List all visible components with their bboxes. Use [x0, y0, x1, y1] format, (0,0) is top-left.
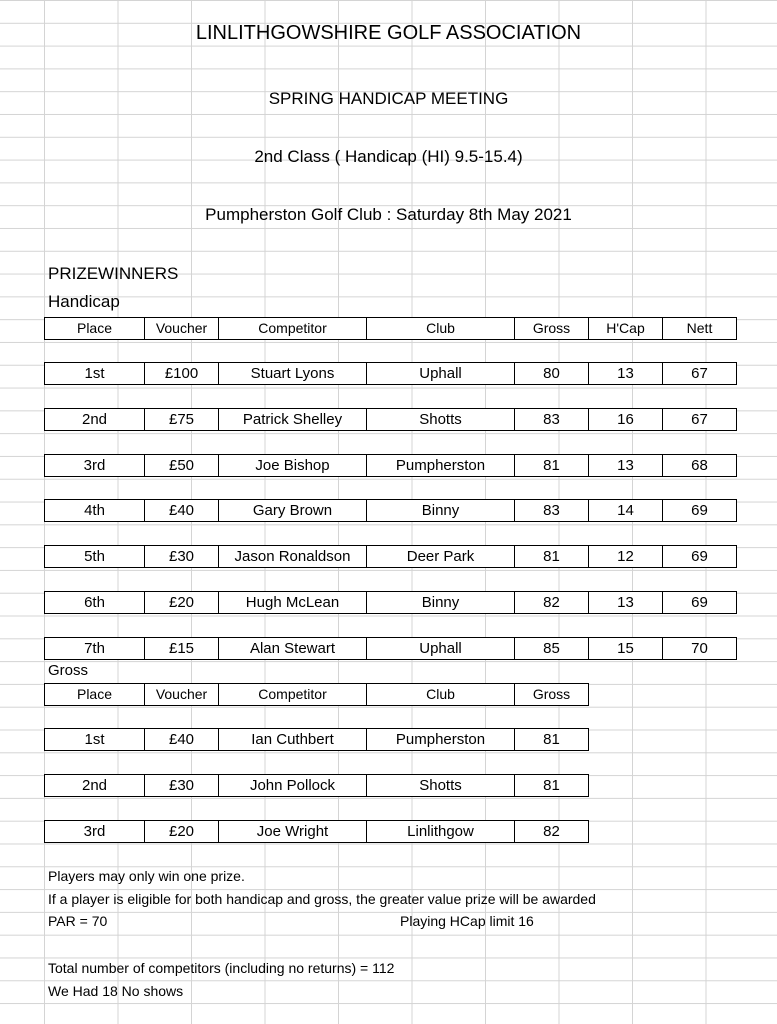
- table-row: [44, 454, 737, 477]
- col-place: Place: [45, 684, 145, 706]
- voucher-cell: £100: [145, 363, 219, 385]
- club-cell: Pumpherston: [367, 455, 515, 477]
- hcap-cell: 12: [589, 546, 663, 568]
- gross-header-row: [44, 683, 589, 706]
- nett-cell: 68: [663, 455, 737, 477]
- gross-cell: 81: [515, 775, 589, 797]
- competitor-cell: Joe Wright: [219, 821, 367, 843]
- table-row: [44, 820, 589, 843]
- association-title: LINLITHGOWSHIRE GOLF ASSOCIATION: [195, 22, 582, 44]
- competitor-cell: Jason Ronaldson: [219, 546, 367, 568]
- table-row: [44, 591, 737, 614]
- table-row: [44, 637, 737, 660]
- hcap-cell: 13: [589, 592, 663, 614]
- voucher-cell: £20: [145, 821, 219, 843]
- club-cell: Uphall: [367, 638, 515, 660]
- club-cell: Deer Park: [367, 546, 515, 568]
- gross-section-label: Gross: [48, 662, 89, 679]
- place-cell: 3rd: [45, 821, 145, 843]
- competitor-cell: John Pollock: [219, 775, 367, 797]
- competitor-cell: Patrick Shelley: [219, 409, 367, 431]
- prizewinners-label: PRIZEWINNERS: [48, 264, 179, 283]
- venue-date: Pumpherston Golf Club : Saturday 8th May 2021: [205, 205, 572, 224]
- voucher-cell: £30: [145, 546, 219, 568]
- no-shows-note: We Had 18 No shows: [48, 983, 184, 999]
- one-prize-note: Players may only win one prize.: [48, 868, 245, 884]
- club-cell: Shotts: [367, 409, 515, 431]
- col-competitor: Competitor: [219, 318, 367, 340]
- col-hcap: H'Cap: [589, 318, 663, 340]
- voucher-cell: £75: [145, 409, 219, 431]
- voucher-cell: £15: [145, 638, 219, 660]
- col-place: Place: [45, 318, 145, 340]
- hcap-limit-note: Playing HCap limit 16: [400, 913, 534, 929]
- voucher-cell: £30: [145, 775, 219, 797]
- total-competitors-note: Total number of competitors (including no returns) = 112: [48, 960, 395, 976]
- hcap-cell: 14: [589, 500, 663, 522]
- gross-cell: 85: [515, 638, 589, 660]
- table-row: [44, 408, 737, 431]
- col-club: Club: [367, 684, 515, 706]
- gross-cell: 82: [515, 821, 589, 843]
- competitor-cell: Gary Brown: [219, 500, 367, 522]
- gross-cell: 80: [515, 363, 589, 385]
- voucher-cell: £20: [145, 592, 219, 614]
- gross-cell: 81: [515, 729, 589, 751]
- place-cell: 2nd: [45, 409, 145, 431]
- table-row: [44, 774, 589, 797]
- hcap-cell: 13: [589, 455, 663, 477]
- club-cell: Shotts: [367, 775, 515, 797]
- col-voucher: Voucher: [145, 318, 219, 340]
- par-note: PAR = 70: [48, 913, 108, 929]
- gross-cell: 83: [515, 409, 589, 431]
- col-competitor: Competitor: [219, 684, 367, 706]
- place-cell: 1st: [45, 729, 145, 751]
- place-cell: 5th: [45, 546, 145, 568]
- hcap-cell: 15: [589, 638, 663, 660]
- col-gross: Gross: [515, 684, 589, 706]
- club-cell: Binny: [367, 500, 515, 522]
- handicap-section-label: Handicap: [48, 292, 120, 311]
- gross-cell: 81: [515, 455, 589, 477]
- nett-cell: 69: [663, 500, 737, 522]
- hcap-cell: 13: [589, 363, 663, 385]
- place-cell: 4th: [45, 500, 145, 522]
- table-row: [44, 499, 737, 522]
- place-cell: 2nd: [45, 775, 145, 797]
- nett-cell: 69: [663, 546, 737, 568]
- col-nett: Nett: [663, 318, 737, 340]
- gross-cell: 82: [515, 592, 589, 614]
- class-line: 2nd Class ( Handicap (HI) 9.5-15.4): [254, 147, 523, 166]
- nett-cell: 70: [663, 638, 737, 660]
- nett-cell: 67: [663, 409, 737, 431]
- place-cell: 7th: [45, 638, 145, 660]
- club-cell: Uphall: [367, 363, 515, 385]
- hcap-cell: 16: [589, 409, 663, 431]
- col-club: Club: [367, 318, 515, 340]
- competitor-cell: Stuart Lyons: [219, 363, 367, 385]
- meeting-title: SPRING HANDICAP MEETING: [268, 89, 509, 108]
- table-row: [44, 362, 737, 385]
- club-cell: Linlithgow: [367, 821, 515, 843]
- club-cell: Pumpherston: [367, 729, 515, 751]
- nett-cell: 69: [663, 592, 737, 614]
- col-voucher: Voucher: [145, 684, 219, 706]
- voucher-cell: £40: [145, 500, 219, 522]
- gross-cell: 83: [515, 500, 589, 522]
- place-cell: 3rd: [45, 455, 145, 477]
- col-gross: Gross: [515, 318, 589, 340]
- nett-cell: 67: [663, 363, 737, 385]
- voucher-cell: £40: [145, 729, 219, 751]
- place-cell: 6th: [45, 592, 145, 614]
- club-cell: Binny: [367, 592, 515, 614]
- competitor-cell: Hugh McLean: [219, 592, 367, 614]
- voucher-cell: £50: [145, 455, 219, 477]
- competitor-cell: Ian Cuthbert: [219, 729, 367, 751]
- eligibility-note: If a player is eligible for both handicap and gross, the greater value prize will be awarded: [48, 891, 596, 907]
- place-cell: 1st: [45, 363, 145, 385]
- handicap-header-row: [44, 317, 737, 340]
- competitor-cell: Joe Bishop: [219, 455, 367, 477]
- table-row: [44, 545, 737, 568]
- gross-cell: 81: [515, 546, 589, 568]
- table-row: [44, 728, 589, 751]
- competitor-cell: Alan Stewart: [219, 638, 367, 660]
